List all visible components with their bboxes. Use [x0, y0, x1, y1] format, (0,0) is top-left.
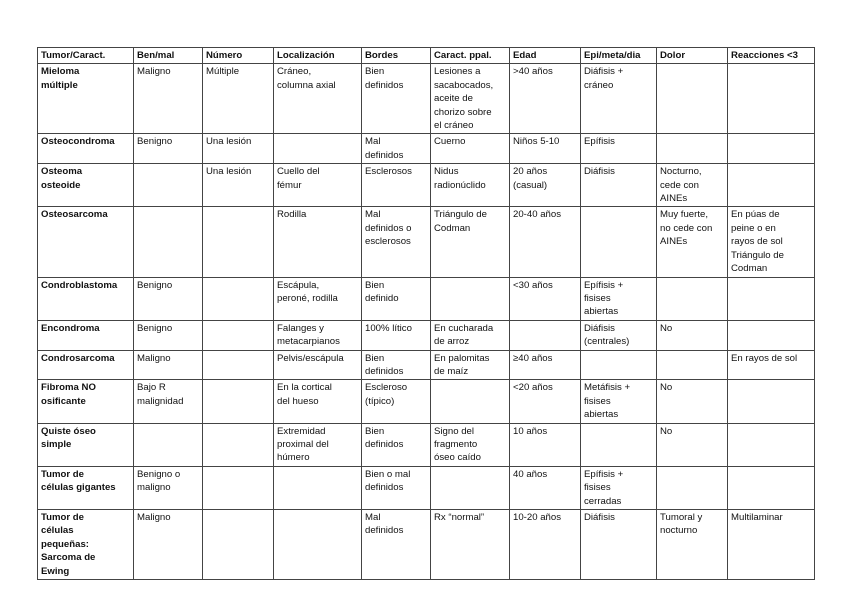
header-dolor: Dolor: [657, 48, 728, 64]
cell-reacciones: [728, 64, 815, 134]
cell-ben-mal: Maligno: [134, 510, 203, 580]
cell-reacciones: [728, 380, 815, 423]
header-edad: Edad: [510, 48, 581, 64]
table-row: [38, 164, 815, 207]
header-ben-mal: Ben/mal: [134, 48, 203, 64]
cell-ben-mal: [134, 423, 203, 466]
cell-localizacion: En la cortical del hueso: [274, 380, 362, 423]
cell-reacciones: En púas de peine o en rayos de sol Triángulo de Codman: [728, 207, 815, 277]
cell-ben-mal: [134, 207, 203, 277]
cell-bordes: Bien definido: [362, 277, 431, 320]
cell-reacciones: [728, 466, 815, 509]
cell-tumor: Fibroma NO osificante: [38, 380, 134, 423]
cell-localizacion: [274, 466, 362, 509]
cell-caract-ppal: Signo del fragmento óseo caído: [431, 423, 510, 466]
cell-edad: >40 años: [510, 64, 581, 134]
header-reacciones: Reacciones <3: [728, 48, 815, 64]
cell-edad: 20-40 años: [510, 207, 581, 277]
cell-edad: <30 años: [510, 277, 581, 320]
cell-bordes: Mal definidos: [362, 510, 431, 580]
cell-tumor: Quiste óseo simple: [38, 423, 134, 466]
cell-bordes: Mal definidos: [362, 134, 431, 164]
cell-epi-meta-dia: Metáfisis + fisises abiertas: [581, 380, 657, 423]
header-numero: Número: [203, 48, 274, 64]
cell-reacciones: [728, 423, 815, 466]
cell-caract-ppal: Nidus radionúclido: [431, 164, 510, 207]
cell-caract-ppal: Rx “normal”: [431, 510, 510, 580]
cell-caract-ppal: [431, 380, 510, 423]
cell-reacciones: [728, 134, 815, 164]
cell-dolor: [657, 466, 728, 509]
cell-tumor: Osteocondroma: [38, 134, 134, 164]
cell-dolor: [657, 64, 728, 134]
cell-bordes: Bien definidos: [362, 64, 431, 134]
cell-numero: [203, 466, 274, 509]
cell-dolor: Nocturno, cede con AINEs: [657, 164, 728, 207]
cell-bordes: Esclerosos: [362, 164, 431, 207]
cell-ben-mal: Benigno: [134, 277, 203, 320]
cell-edad: ≥40 años: [510, 350, 581, 380]
cell-bordes: Mal definidos o esclerosos: [362, 207, 431, 277]
cell-epi-meta-dia: Diáfisis: [581, 164, 657, 207]
cell-edad: 10 años: [510, 423, 581, 466]
cell-reacciones: [728, 320, 815, 350]
cell-localizacion: Rodilla: [274, 207, 362, 277]
cell-epi-meta-dia: [581, 350, 657, 380]
cell-dolor: No: [657, 423, 728, 466]
cell-dolor: [657, 277, 728, 320]
cell-bordes: Escleroso (típico): [362, 380, 431, 423]
cell-tumor: Condrosarcoma: [38, 350, 134, 380]
cell-localizacion: Pelvis/escápula: [274, 350, 362, 380]
tumor-comparison-table: [37, 47, 815, 580]
table-row: [38, 320, 815, 350]
cell-caract-ppal: [431, 466, 510, 509]
table-header-row: [38, 48, 815, 64]
cell-numero: [203, 320, 274, 350]
cell-ben-mal: Benigno o maligno: [134, 466, 203, 509]
cell-reacciones: En rayos de sol: [728, 350, 815, 380]
cell-caract-ppal: En cucharada de arroz: [431, 320, 510, 350]
cell-numero: [203, 277, 274, 320]
cell-numero: Una lesión: [203, 134, 274, 164]
cell-tumor: Condroblastoma: [38, 277, 134, 320]
cell-tumor: Tumor de células pequeñas: Sarcoma de Ewing: [38, 510, 134, 580]
header-epi-meta-dia: Epi/meta/dia: [581, 48, 657, 64]
cell-numero: [203, 380, 274, 423]
cell-numero: [203, 423, 274, 466]
cell-tumor: Osteosarcoma: [38, 207, 134, 277]
cell-caract-ppal: Cuerno: [431, 134, 510, 164]
cell-epi-meta-dia: Epífisis: [581, 134, 657, 164]
cell-epi-meta-dia: Epífisis + fisises cerradas: [581, 466, 657, 509]
header-caract-ppal: Caract. ppal.: [431, 48, 510, 64]
cell-ben-mal: [134, 164, 203, 207]
cell-tumor: Mieloma múltiple: [38, 64, 134, 134]
cell-dolor: Tumoral y nocturno: [657, 510, 728, 580]
table-body: [38, 64, 815, 580]
table-row: [38, 64, 815, 134]
cell-bordes: Bien definidos: [362, 350, 431, 380]
cell-edad: [510, 320, 581, 350]
cell-localizacion: Falanges y metacarpianos: [274, 320, 362, 350]
cell-localizacion: Extremidad proximal del húmero: [274, 423, 362, 466]
cell-reacciones: [728, 277, 815, 320]
cell-ben-mal: Bajo R malignidad: [134, 380, 203, 423]
cell-dolor: No: [657, 380, 728, 423]
cell-edad: 10-20 años: [510, 510, 581, 580]
cell-localizacion: Escápula, peroné, rodilla: [274, 277, 362, 320]
cell-dolor: No: [657, 320, 728, 350]
cell-dolor: Muy fuerte, no cede con AINEs: [657, 207, 728, 277]
table-row: [38, 423, 815, 466]
cell-caract-ppal: Triángulo de Codman: [431, 207, 510, 277]
cell-reacciones: [728, 164, 815, 207]
header-localizacion: Localización: [274, 48, 362, 64]
cell-numero: Múltiple: [203, 64, 274, 134]
table-row: [38, 466, 815, 509]
header-bordes: Bordes: [362, 48, 431, 64]
cell-ben-mal: Maligno: [134, 64, 203, 134]
cell-tumor: Tumor de células gigantes: [38, 466, 134, 509]
cell-caract-ppal: Lesiones a sacabocados, aceite de chorizo sobre el cráneo: [431, 64, 510, 134]
table-row: [38, 207, 815, 277]
cell-epi-meta-dia: Diáfisis (centrales): [581, 320, 657, 350]
cell-bordes: Bien o mal definidos: [362, 466, 431, 509]
table-row: [38, 510, 815, 580]
cell-epi-meta-dia: Diáfisis + cráneo: [581, 64, 657, 134]
cell-numero: [203, 510, 274, 580]
cell-localizacion: Cráneo, columna axial: [274, 64, 362, 134]
table-row: [38, 134, 815, 164]
cell-localizacion: [274, 134, 362, 164]
cell-epi-meta-dia: Epífisis + fisises abiertas: [581, 277, 657, 320]
cell-tumor: Encondroma: [38, 320, 134, 350]
cell-tumor: Osteoma osteoide: [38, 164, 134, 207]
cell-numero: Una lesión: [203, 164, 274, 207]
cell-numero: [203, 350, 274, 380]
cell-reacciones: Multilaminar: [728, 510, 815, 580]
cell-edad: 40 años: [510, 466, 581, 509]
cell-ben-mal: Benigno: [134, 320, 203, 350]
cell-edad: Niños 5-10: [510, 134, 581, 164]
cell-caract-ppal: En palomitas de maíz: [431, 350, 510, 380]
table-row: [38, 277, 815, 320]
cell-epi-meta-dia: [581, 207, 657, 277]
cell-numero: [203, 207, 274, 277]
cell-ben-mal: Benigno: [134, 134, 203, 164]
cell-epi-meta-dia: [581, 423, 657, 466]
cell-localizacion: [274, 510, 362, 580]
cell-epi-meta-dia: Diáfisis: [581, 510, 657, 580]
cell-edad: <20 años: [510, 380, 581, 423]
table-row: [38, 350, 815, 380]
cell-dolor: [657, 134, 728, 164]
cell-bordes: Bien definidos: [362, 423, 431, 466]
cell-edad: 20 años (casual): [510, 164, 581, 207]
cell-bordes: 100% lítico: [362, 320, 431, 350]
cell-ben-mal: Maligno: [134, 350, 203, 380]
cell-localizacion: Cuello del fémur: [274, 164, 362, 207]
cell-caract-ppal: [431, 277, 510, 320]
cell-dolor: [657, 350, 728, 380]
table-row: [38, 380, 815, 423]
header-tumor: Tumor/Caract.: [38, 48, 134, 64]
